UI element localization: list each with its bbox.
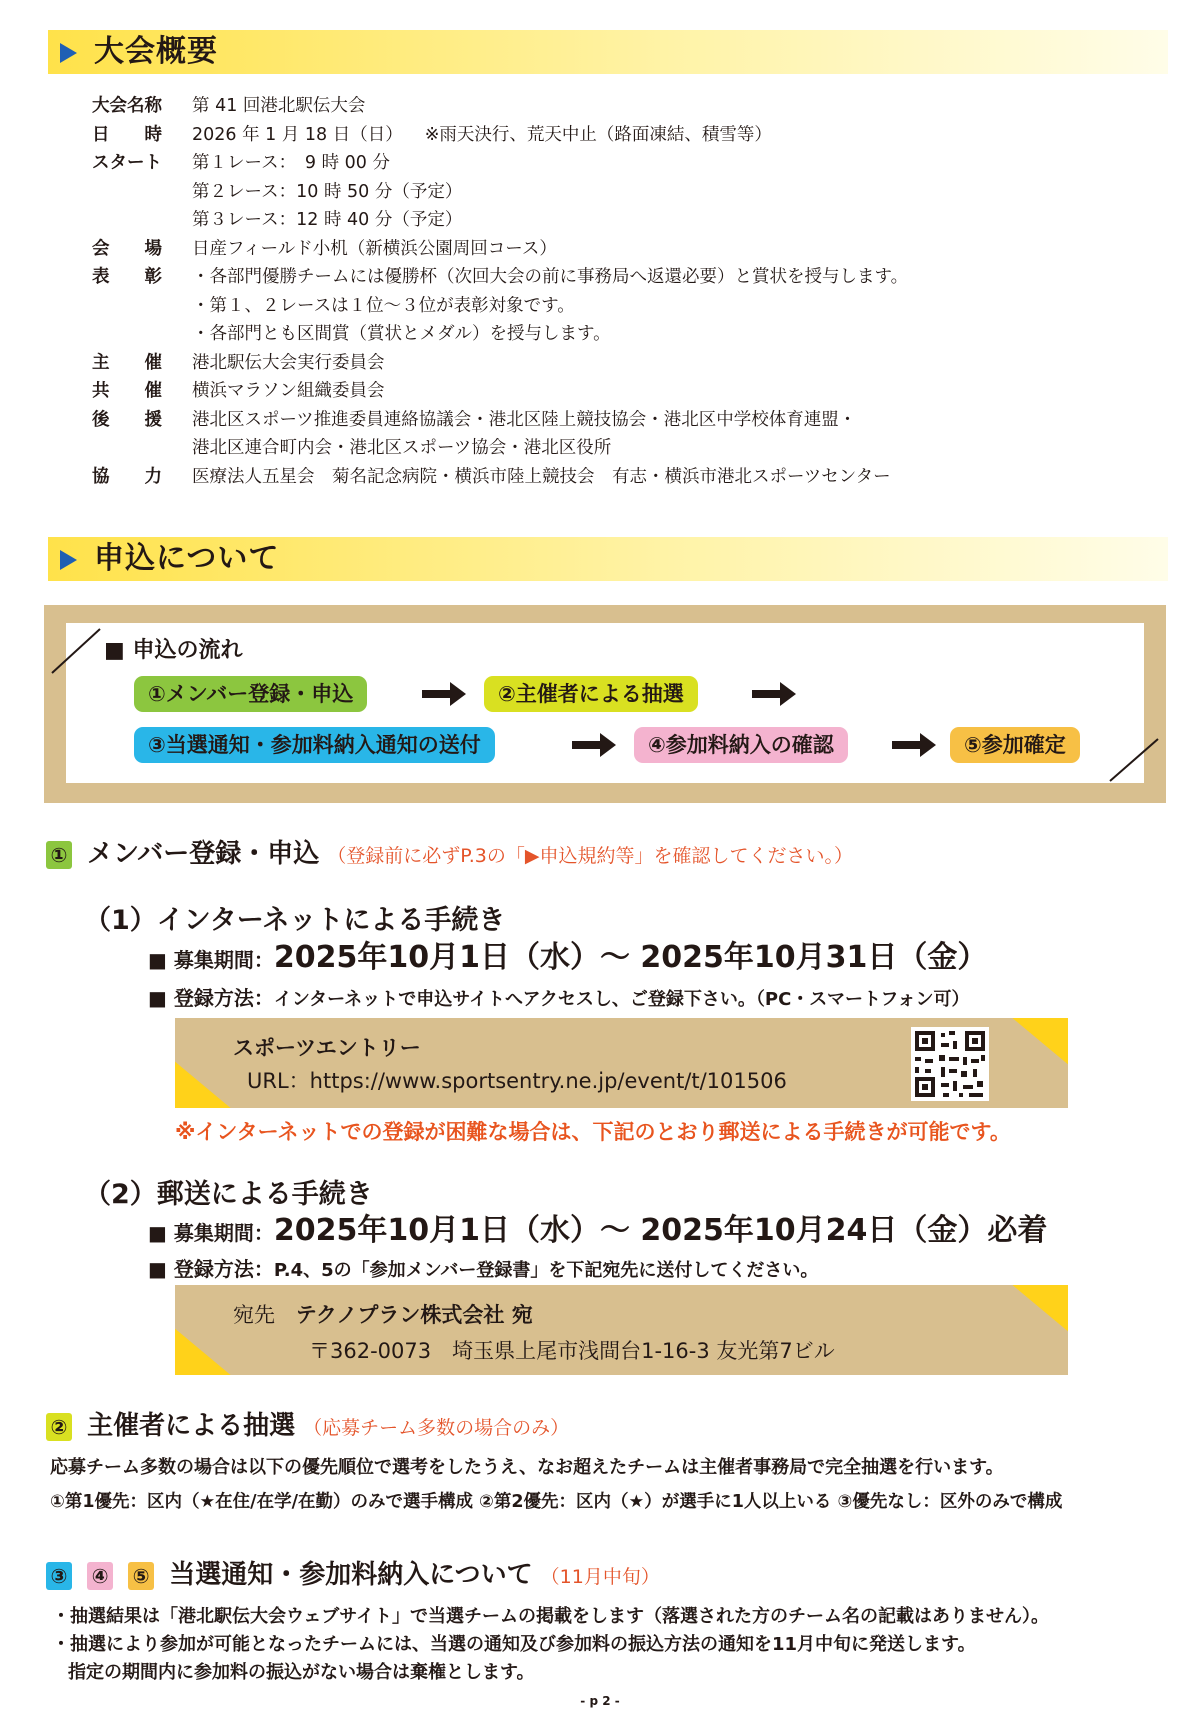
info-row <box>92 263 908 292</box>
info-row <box>92 292 908 321</box>
flow-title: ■ 申込の流れ <box>104 638 243 663</box>
info-label: スタート <box>92 153 162 173</box>
result-bullet-3: 指定の期間内に参加料の振込がない場合は棄権とします。 <box>68 1662 535 1683</box>
period-label: ■ 募集期間： <box>148 948 274 972</box>
info-label: 主 催 <box>92 352 162 373</box>
corner-decoration <box>1010 1018 1068 1066</box>
info-value: 医療法人五星会 菊名記念病院・横浜市陸上競技会 有志・横浜市港北スポーツセンター <box>192 466 891 487</box>
internet-period <box>148 932 987 976</box>
info-value: ・第１、２レースは１位～３位が表彰対象です。 <box>192 295 575 316</box>
entry-site-box <box>175 1018 1068 1108</box>
to-label: 宛先 <box>233 1303 275 1327</box>
period-value: 2025年10月1日（水）～ 2025年10月31日（金） <box>273 940 988 975</box>
info-label: 大会名称 <box>92 96 162 116</box>
info-row <box>92 406 908 435</box>
period-label: ■ 募集期間： <box>148 1221 274 1245</box>
info-row <box>92 320 908 349</box>
step-title: メンバー登録・申込 <box>87 839 320 869</box>
result-bullet-2: ・抽選により参加が可能となったチームには、当選の通知及び参加料の振込方法の通知を11月中旬に発送します。 <box>52 1634 976 1655</box>
step-title: 主催者による抽選 <box>87 1411 296 1441</box>
mail-heading: （2）郵送による手続き <box>84 1179 373 1210</box>
info-row <box>92 149 908 178</box>
info-value: 横浜マラソン組織委員会 <box>192 381 385 401</box>
info-label: 後 援 <box>92 409 162 430</box>
date-value: 2026 年 1 月 18 日（日） <box>192 124 403 145</box>
site-name: スポーツエントリー <box>233 1036 421 1060</box>
flow-step-3: ③当選通知・参加料納入通知の送付 <box>134 727 495 763</box>
info-value: ・各部門優勝チームには優勝杯（次回大会の前に事務局へ返還必要）と賞状を授与します。 <box>192 267 909 287</box>
info-row <box>92 121 908 150</box>
result-bullet-1: ・抽選結果は「港北駅伝大会ウェブサイト」で当選チームの掲載をします（落選された方のチーム名の記載はありません）。 <box>52 1606 1050 1627</box>
flow-step-5: ⑤参加確定 <box>950 727 1080 763</box>
info-value: 港北区連合町内会・港北区スポーツ協会・港北区役所 <box>192 438 612 458</box>
arrow-right-icon <box>752 680 796 708</box>
internet-heading: （1）インターネットによる手続き <box>84 905 506 936</box>
step-badge: ③ <box>46 1562 72 1590</box>
internet-method <box>148 982 970 1011</box>
step-badge: ⑤ <box>128 1562 154 1590</box>
info-value: 第 41 回港北駅伝大会 <box>192 96 366 116</box>
corner-decoration <box>175 1327 233 1375</box>
corner-decoration <box>175 1060 233 1108</box>
flow-frame <box>44 605 1166 803</box>
info-label: 協 力 <box>92 466 162 487</box>
step-badge: ① <box>46 841 72 869</box>
info-label <box>92 434 192 463</box>
info-row <box>92 92 908 121</box>
step-note: （登録前に必ずP.3の「▶申込規約等」を確認してください。） <box>327 845 853 867</box>
step-note: （応募チーム多数の場合のみ） <box>303 1417 570 1439</box>
info-value: 港北駅伝大会実行委員会 <box>192 352 385 373</box>
triangle-icon <box>60 550 77 570</box>
info-value: 第１レース： 9 時 00 分 <box>192 153 390 173</box>
info-value: 港北区スポーツ推進委員連絡協議会・港北区陸上競技協会・港北区中学校体育連盟・ <box>192 409 857 430</box>
step1-heading <box>46 833 853 870</box>
info-value: 第３レース：12 時 40 分（予定） <box>192 210 463 230</box>
step-badge: ② <box>46 1413 72 1441</box>
postal-warning: ※インターネットでの登録が困難な場合は、下記のとおり郵送による手続きが可能です。 <box>175 1120 1011 1144</box>
info-label <box>92 178 192 207</box>
flow-step-4: ④参加料納入の確認 <box>634 727 848 763</box>
info-row <box>92 434 908 463</box>
site-url[interactable]: URL：https://www.sportsentry.ne.jp/event/t/101506 <box>247 1069 787 1093</box>
priority-text: ①第1優先：区内（★在住/在学/在勤）のみで選手構成 ②第2優先：区内（★）が選手に1人以上いる ③優先なし：区外のみで構成 <box>50 1492 1063 1512</box>
qr-code-icon <box>911 1027 989 1101</box>
section-title: 大会概要 <box>94 34 218 69</box>
arrow-right-icon <box>422 680 466 708</box>
step-note: （11月中旬） <box>540 1566 660 1588</box>
info-row <box>92 235 908 264</box>
info-row <box>92 349 908 378</box>
info-label: 表 彰 <box>92 267 162 287</box>
info-row <box>92 178 908 207</box>
mail-method <box>148 1253 818 1282</box>
period-value: 2025年10月1日（水）～ 2025年10月24日（金）必着 <box>273 1213 1048 1248</box>
step345-heading <box>46 1554 660 1591</box>
info-row <box>92 463 908 492</box>
info-value: 第２レース：10 時 50 分（予定） <box>192 181 463 202</box>
arrow-right-icon <box>572 731 616 759</box>
info-label: 共 催 <box>92 381 162 401</box>
info-label: 会 場 <box>92 238 162 259</box>
info-label <box>92 206 192 235</box>
info-row <box>92 206 908 235</box>
flow-step-1: ①メンバー登録・申込 <box>134 676 367 712</box>
info-label <box>92 320 192 349</box>
section-header-application <box>48 537 1168 581</box>
mail-address-box <box>175 1285 1068 1375</box>
info-label <box>92 292 192 321</box>
method-value: P.4、5の「参加メンバー登録書」を下記宛先に送付してください。 <box>273 1260 819 1281</box>
method-label: ■ 登録方法： <box>148 986 274 1010</box>
weather-note: ※雨天決行、荒天中止（路面凍結、積雪等） <box>424 124 772 145</box>
step-badge: ④ <box>87 1562 113 1590</box>
method-value: インターネットで申込サイトへアクセスし、ご登録下さい。（PC・スマートフォン可） <box>273 989 970 1010</box>
lottery-text: 応募チーム多数の場合は以下の優先順位で選考をしたうえ、なお超えたチームは主催者事務局で完全抽選を行います。 <box>50 1457 1004 1478</box>
address-line: 〒362-0073 埼玉県上尾市浅間台1-16-3 友光第7ビル <box>309 1339 835 1363</box>
overview-info <box>92 92 908 491</box>
mail-period <box>148 1205 1047 1249</box>
info-label: 日 時 <box>92 124 162 145</box>
section-title: 申込について <box>94 541 280 576</box>
triangle-icon <box>60 43 77 63</box>
page-number: - p 2 - <box>580 1694 620 1708</box>
info-row <box>92 377 908 406</box>
address-recipient <box>233 1299 533 1329</box>
flow-step-2: ②主催者による抽選 <box>484 676 698 712</box>
step-title: 当選通知・参加料納入について <box>169 1560 533 1590</box>
info-value: 日産フィールド小机（新横浜公園周回コース） <box>192 238 557 259</box>
info-value: ・各部門とも区間賞（賞状とメダル）を授与します。 <box>192 324 611 344</box>
corner-decoration <box>1010 1285 1068 1333</box>
method-label: ■ 登録方法： <box>148 1257 274 1281</box>
to-name: テクノプラン株式会社 宛 <box>295 1303 533 1327</box>
section-header-overview <box>48 30 1168 74</box>
arrow-right-icon <box>892 731 936 759</box>
info-value <box>192 121 772 150</box>
step2-heading <box>46 1405 569 1442</box>
